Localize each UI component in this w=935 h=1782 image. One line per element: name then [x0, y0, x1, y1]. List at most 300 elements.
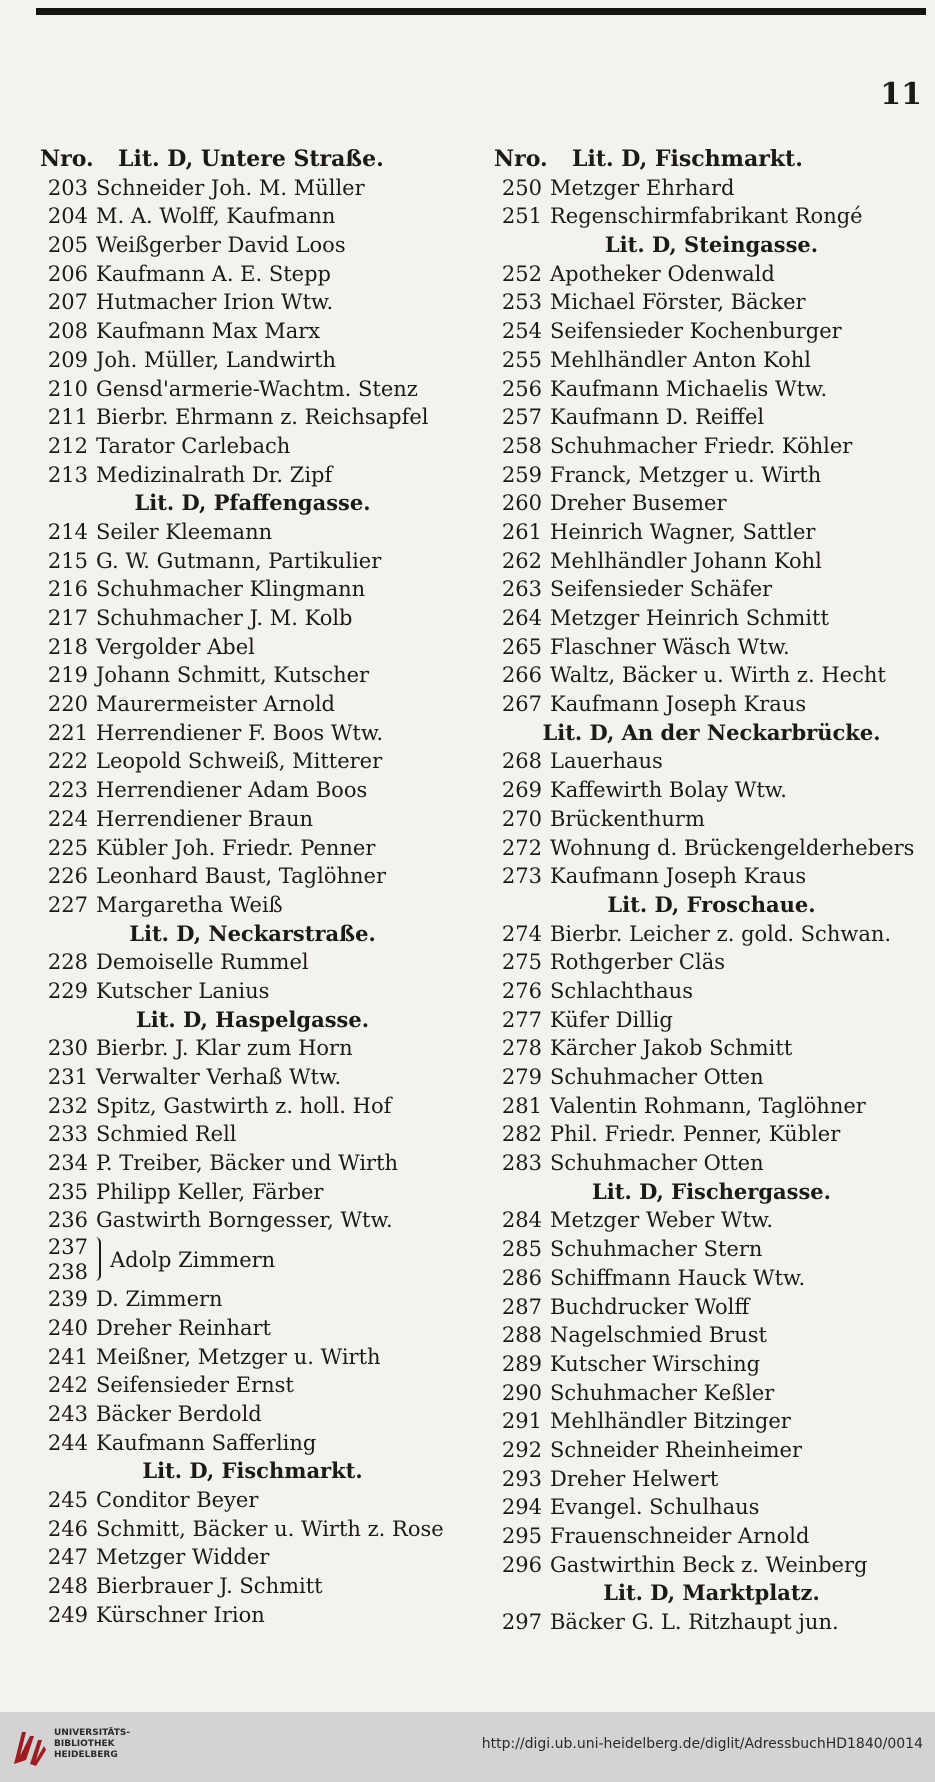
- list-item: [40, 719, 465, 748]
- resident-name: Metzger Weber Wtw.: [550, 1208, 774, 1233]
- list-item: [40, 375, 465, 404]
- resident-name: Seifensieder Schäfer: [550, 577, 773, 602]
- list-item-bracketed: [40, 1235, 465, 1285]
- resident-name: Küfer Dillig: [550, 1007, 673, 1032]
- list-item: [40, 174, 465, 203]
- logo-line-3: HEIDELBERG: [54, 1750, 118, 1760]
- list-item: [494, 1321, 929, 1350]
- resident-name: Leopold Schweiß, Mitterer: [96, 749, 383, 774]
- list-item: [40, 1120, 465, 1149]
- resident-name: Michael Förster, Bäcker: [550, 290, 806, 315]
- list-item: [40, 317, 465, 346]
- resident-name: Tarator Carlebach: [96, 433, 291, 458]
- house-number: 234: [47, 1151, 88, 1176]
- resident-name: Vergolder Abel: [96, 634, 255, 659]
- list-item: [494, 977, 929, 1006]
- list-item: [494, 1407, 929, 1436]
- nro-label: Nro.: [40, 146, 94, 172]
- house-number: 295: [501, 1524, 542, 1548]
- resident-name: Demoiselle Rummel: [96, 950, 309, 975]
- section-heading: Lit. D, Marktplatz.: [603, 1580, 820, 1606]
- house-number: 255: [501, 347, 542, 372]
- list-item: [40, 1178, 465, 1207]
- house-number: 296: [501, 1552, 542, 1577]
- list-item: [494, 948, 929, 977]
- list-item: [40, 661, 465, 690]
- house-number: 288: [501, 1323, 542, 1348]
- house-number: 217: [47, 606, 88, 630]
- house-number: 266: [501, 663, 542, 688]
- resident-name: Kutscher Wirsching: [550, 1351, 761, 1376]
- list-item: [494, 920, 929, 949]
- resident-name: Mehlhändler Bitzinger: [550, 1409, 791, 1434]
- resident-name: Frauenschneider Arnold: [550, 1524, 810, 1548]
- house-number: 244: [47, 1430, 88, 1455]
- house-number: 231: [47, 1065, 88, 1089]
- house-number: 238: [47, 1260, 88, 1285]
- house-number: 242: [47, 1373, 88, 1398]
- resident-name: Bierbr. Leicher z. gold. Schwan.: [550, 921, 892, 946]
- house-number: 225: [47, 835, 88, 860]
- resident-name: Nagelschmied Brust: [550, 1323, 767, 1348]
- left-column: [40, 145, 465, 1629]
- university-logo-icon: [10, 1726, 48, 1768]
- source-url[interactable]: http://digi.ub.uni-heidelberg.de/diglit/AdressbuchHD1840/0014: [481, 1736, 923, 1752]
- house-number: 289: [501, 1351, 542, 1376]
- resident-name: Lauerhaus: [550, 749, 663, 774]
- list-item: [40, 1034, 465, 1063]
- house-number: 265: [501, 634, 542, 659]
- list-item: [494, 317, 929, 346]
- resident-name: Seiler Kleemann: [96, 519, 273, 544]
- resident-name: Dreher Reinhart: [96, 1315, 271, 1340]
- resident-name: Dreher Helwert: [550, 1466, 719, 1491]
- house-number: 285: [501, 1237, 542, 1262]
- house-number: 223: [47, 778, 88, 803]
- resident-name: Dreher Busemer: [550, 491, 727, 516]
- resident-name: Kärcher Jakob Schmitt: [550, 1036, 793, 1061]
- house-number: 229: [47, 978, 88, 1003]
- list-item: [40, 288, 465, 317]
- house-number: 252: [501, 261, 542, 286]
- resident-name: M. A. Wolff, Kaufmann: [96, 204, 336, 229]
- list-item: [494, 633, 929, 662]
- house-number: 213: [47, 462, 88, 487]
- resident-name: Kaufmann Safferling: [96, 1430, 317, 1455]
- house-number: 248: [47, 1574, 88, 1598]
- section-heading: Lit. D, An der Neckarbrücke.: [542, 719, 881, 745]
- resident-name: Seifensieder Kochenburger: [550, 319, 842, 344]
- resident-name: D. Zimmern: [96, 1287, 223, 1312]
- list-item: [40, 1092, 465, 1121]
- column-heading: [40, 145, 465, 174]
- resident-name: Kaufmann Joseph Kraus: [550, 864, 807, 889]
- resident-name: Regenschirmfabrikant Rongé: [550, 204, 863, 229]
- list-item: [494, 403, 929, 432]
- list-item: [40, 1429, 465, 1458]
- list-item: [494, 518, 929, 547]
- list-item: [494, 862, 929, 891]
- resident-name: Adolp Zimmern: [110, 1248, 276, 1273]
- list-item: [40, 432, 465, 461]
- resident-name: Joh. Müller, Landwirth: [96, 347, 337, 372]
- resident-name: Brückenthurm: [550, 806, 705, 831]
- house-number: 211: [47, 405, 88, 430]
- resident-name: Mehlhändler Anton Kohl: [550, 347, 812, 372]
- logo-line-1: UNIVERSITÄTS-: [54, 1728, 131, 1738]
- resident-name: Kübler Joh. Friedr. Penner: [96, 835, 376, 860]
- list-item: [40, 1486, 465, 1515]
- list-item: [494, 1350, 929, 1379]
- resident-name: Kürschner Irion: [96, 1602, 265, 1627]
- house-number: 249: [47, 1602, 88, 1627]
- house-number: 222: [47, 749, 88, 774]
- house-number: 276: [501, 978, 542, 1003]
- resident-name: Valentin Rohmann, Taglöhner: [550, 1093, 866, 1118]
- list-item: [40, 518, 465, 547]
- house-number: 206: [47, 261, 88, 286]
- house-number: 241: [47, 1344, 88, 1369]
- house-number: 291: [501, 1409, 542, 1434]
- house-number: 230: [47, 1036, 88, 1061]
- section-heading: Lit. D, Fischergasse.: [592, 1178, 831, 1204]
- list-item: [494, 1522, 929, 1551]
- list-item: [494, 1149, 929, 1178]
- resident-name: Kaufmann Joseph Kraus: [550, 692, 807, 717]
- house-number: 235: [47, 1179, 88, 1204]
- list-item: [494, 834, 929, 863]
- house-number: 232: [47, 1093, 88, 1118]
- list-item: [494, 1206, 929, 1235]
- list-item: [494, 1006, 929, 1035]
- resident-name: Apotheker Odenwald: [550, 261, 775, 286]
- resident-name: Metzger Ehrhard: [550, 175, 735, 200]
- resident-name: Franck, Metzger u. Wirth: [550, 462, 822, 487]
- resident-name: Bierbrauer J. Schmitt: [96, 1574, 323, 1598]
- house-number: 270: [501, 806, 542, 831]
- house-number: 209: [47, 347, 88, 372]
- list-item: [494, 575, 929, 604]
- list-item: [40, 805, 465, 834]
- list-item: [494, 1436, 929, 1465]
- house-number: 216: [47, 577, 88, 602]
- list-item: [494, 489, 929, 518]
- resident-name: Evangel. Schulhaus: [550, 1495, 760, 1520]
- resident-name: G. W. Gutmann, Partikulier: [96, 548, 382, 573]
- resident-name: Maurermeister Arnold: [96, 692, 335, 717]
- resident-name: Schuhmacher Klingmann: [96, 577, 366, 602]
- top-rule: [36, 8, 926, 15]
- resident-name: Philipp Keller, Färber: [96, 1179, 324, 1204]
- house-number: 203: [47, 175, 88, 200]
- house-number: 218: [47, 634, 88, 659]
- resident-name: Margaretha Weiß: [96, 892, 283, 917]
- house-number: 261: [501, 519, 542, 544]
- list-item: [494, 1120, 929, 1149]
- house-number: 233: [47, 1122, 88, 1147]
- resident-name: Hutmacher Irion Wtw.: [96, 290, 334, 315]
- house-number: 273: [501, 864, 542, 889]
- list-item: [494, 1235, 929, 1264]
- resident-name: Weißgerber David Loos: [96, 233, 346, 258]
- house-number: 226: [47, 864, 88, 889]
- right-column: [494, 145, 929, 1637]
- list-item: [494, 547, 929, 576]
- heading-title: Lit. D, Fischmarkt.: [572, 146, 803, 172]
- house-number: 292: [501, 1437, 542, 1462]
- list-item: [494, 1293, 929, 1322]
- house-number: 263: [501, 577, 542, 602]
- list-item: [40, 1149, 465, 1178]
- list-item: [494, 805, 929, 834]
- nro-label: Nro.: [494, 146, 548, 172]
- house-number: 293: [501, 1466, 542, 1491]
- house-number: 247: [47, 1545, 88, 1570]
- house-number: 267: [501, 692, 542, 717]
- resident-name: Spitz, Gastwirth z. holl. Hof: [96, 1093, 392, 1118]
- house-number: 214: [47, 519, 88, 544]
- resident-name: Metzger Heinrich Schmitt: [550, 606, 829, 630]
- list-item: [40, 1543, 465, 1572]
- house-number: 227: [47, 892, 88, 917]
- list-item: [40, 633, 465, 662]
- resident-name: Johann Schmitt, Kutscher: [96, 663, 370, 688]
- list-item: [40, 776, 465, 805]
- list-item: [494, 375, 929, 404]
- house-number: 251: [501, 204, 542, 229]
- list-item: [494, 288, 929, 317]
- list-item: [40, 891, 465, 920]
- house-number: 282: [501, 1122, 542, 1147]
- resident-name: Herrendiener Braun: [96, 806, 314, 831]
- list-item: [40, 604, 465, 633]
- resident-name: Schuhmacher Friedr. Köhler: [550, 433, 853, 458]
- list-item: [40, 977, 465, 1006]
- brace-icon: [92, 1237, 101, 1281]
- list-item: [40, 403, 465, 432]
- resident-name: Schuhmacher Keßler: [550, 1380, 775, 1405]
- resident-name: Kutscher Lanius: [96, 978, 270, 1003]
- list-item: [494, 1264, 929, 1293]
- logo-line-2: BIBLIOTHEK: [54, 1739, 115, 1749]
- house-number: 287: [501, 1294, 542, 1319]
- house-number: 243: [47, 1401, 88, 1426]
- resident-name: Mehlhändler Johann Kohl: [550, 548, 822, 573]
- house-number: 283: [501, 1151, 542, 1176]
- resident-name: Schneider Rheinheimer: [550, 1437, 802, 1462]
- resident-name: Kaufmann Michaelis Wtw.: [550, 376, 828, 401]
- list-item: [40, 202, 465, 231]
- list-item: [494, 202, 929, 231]
- list-item: [40, 1314, 465, 1343]
- resident-name: Leonhard Baust, Taglöhner: [96, 864, 387, 889]
- resident-name: Bäcker G. L. Ritzhaupt jun.: [550, 1610, 839, 1635]
- house-number: 221: [47, 720, 88, 745]
- house-number: 272: [501, 835, 542, 860]
- list-item: [40, 461, 465, 490]
- house-number: 208: [47, 319, 88, 344]
- house-number: 256: [501, 376, 542, 401]
- house-number: 205: [47, 233, 88, 258]
- list-item: [40, 547, 465, 576]
- list-item: [40, 1063, 465, 1092]
- resident-name: Conditor Beyer: [96, 1487, 259, 1512]
- resident-name: Gastwirthin Beck z. Weinberg: [550, 1552, 868, 1577]
- list-item: [40, 346, 465, 375]
- resident-name: Waltz, Bäcker u. Wirth z. Hecht: [550, 663, 886, 688]
- house-number: 219: [47, 663, 88, 688]
- house-number: 281: [501, 1093, 542, 1118]
- list-item: [494, 346, 929, 375]
- resident-name: Kaufmann Max Marx: [96, 319, 321, 344]
- house-number: 290: [501, 1380, 542, 1405]
- house-number: 212: [47, 433, 88, 458]
- list-item: [494, 1608, 929, 1637]
- house-number: 258: [501, 433, 542, 458]
- resident-name: Kaufmann A. E. Stepp: [96, 261, 331, 286]
- resident-name: Schmied Rell: [96, 1122, 237, 1147]
- resident-name: Gastwirth Borngesser, Wtw.: [96, 1208, 393, 1233]
- section-heading: Lit. D, Pfaffengasse.: [134, 490, 371, 516]
- list-item: [40, 948, 465, 977]
- house-number: 279: [501, 1065, 542, 1089]
- house-number: 286: [501, 1265, 542, 1290]
- resident-name: Herrendiener F. Boos Wtw.: [96, 720, 384, 745]
- house-number: 277: [501, 1007, 542, 1032]
- house-number: 278: [501, 1036, 542, 1061]
- house-number: 204: [47, 204, 88, 229]
- house-number: 294: [501, 1495, 542, 1520]
- resident-name: Phil. Friedr. Penner, Kübler: [550, 1122, 841, 1147]
- resident-name: Schneider Joh. M. Müller: [96, 175, 365, 200]
- resident-name: Kaufmann D. Reiffel: [550, 405, 765, 430]
- list-item: [494, 1379, 929, 1408]
- heading-title: Lit. D, Untere Straße.: [118, 146, 384, 172]
- list-item: [494, 1034, 929, 1063]
- house-number: 264: [501, 606, 542, 630]
- house-number: 275: [501, 950, 542, 975]
- house-number: 254: [501, 319, 542, 344]
- resident-name: Schuhmacher Otten: [550, 1151, 764, 1176]
- page-number: 11: [880, 77, 922, 112]
- house-number: 262: [501, 548, 542, 573]
- list-item: [494, 747, 929, 776]
- list-item: [494, 776, 929, 805]
- list-item: [40, 1285, 465, 1314]
- section-heading: Lit. D, Neckarstraße.: [129, 920, 376, 946]
- house-number: 246: [47, 1516, 88, 1541]
- list-item: [40, 1206, 465, 1235]
- house-number: 220: [47, 692, 88, 717]
- list-item: [494, 461, 929, 490]
- section-heading: Lit. D, Froschaue.: [607, 891, 816, 917]
- list-item: [40, 231, 465, 260]
- list-item: [40, 1515, 465, 1544]
- list-item: [40, 1601, 465, 1630]
- house-number: 236: [47, 1208, 88, 1233]
- resident-name: Heinrich Wagner, Sattler: [550, 519, 816, 544]
- list-item: [494, 1092, 929, 1121]
- resident-name: Medizinalrath Dr. Zipf: [96, 462, 333, 487]
- house-number: 257: [501, 405, 542, 430]
- list-item: [494, 260, 929, 289]
- house-number: 259: [501, 462, 542, 487]
- list-item: [494, 1465, 929, 1494]
- list-item: [40, 1572, 465, 1601]
- list-item: [40, 862, 465, 891]
- resident-name: Kaffewirth Bolay Wtw.: [550, 778, 787, 803]
- house-number: 224: [47, 806, 88, 831]
- list-item: [40, 834, 465, 863]
- list-item: [494, 1493, 929, 1522]
- resident-name: Schuhmacher Stern: [550, 1237, 763, 1262]
- house-number: 269: [501, 778, 542, 803]
- resident-name: Rothgerber Cläs: [550, 950, 725, 975]
- house-number: 253: [501, 290, 542, 315]
- list-item: [40, 260, 465, 289]
- list-item: [40, 747, 465, 776]
- resident-name: Bäcker Berdold: [96, 1401, 262, 1426]
- list-item: [494, 604, 929, 633]
- resident-name: Flaschner Wäsch Wtw.: [550, 634, 790, 659]
- list-item: [40, 575, 465, 604]
- list-item: [494, 432, 929, 461]
- house-number: 237: [47, 1235, 88, 1260]
- resident-name: Schuhmacher J. M. Kolb: [96, 606, 353, 630]
- house-number: 228: [47, 950, 88, 975]
- column-heading: [494, 145, 929, 174]
- house-number: 297: [501, 1610, 542, 1635]
- section-heading: Lit. D, Haspelgasse.: [135, 1006, 370, 1032]
- logo-text: [54, 1728, 130, 1761]
- section-heading: Lit. D, Steingasse.: [604, 232, 819, 258]
- house-number: 274: [501, 921, 542, 946]
- resident-name: Meißner, Metzger u. Wirth: [96, 1344, 381, 1369]
- house-number: 239: [47, 1287, 88, 1312]
- list-item: [40, 1371, 465, 1400]
- resident-name: Metzger Widder: [96, 1545, 270, 1570]
- house-number: 215: [47, 548, 88, 573]
- resident-name: Bierbr. Ehrmann z. Reichsapfel: [96, 405, 429, 430]
- list-item: [494, 1063, 929, 1092]
- house-number: 210: [47, 376, 88, 401]
- house-number-group: [40, 1235, 88, 1285]
- resident-name: Herrendiener Adam Boos: [96, 778, 368, 803]
- resident-name: Schiffmann Hauck Wtw.: [550, 1265, 806, 1290]
- resident-name: Schmitt, Bäcker u. Wirth z. Rose: [96, 1516, 444, 1541]
- list-item: [40, 1400, 465, 1429]
- house-number: 240: [47, 1315, 88, 1340]
- house-number: 268: [501, 749, 542, 774]
- house-number: 260: [501, 491, 542, 516]
- list-item: [494, 174, 929, 203]
- section-heading: Lit. D, Fischmarkt.: [142, 1458, 363, 1484]
- resident-name: Schuhmacher Otten: [550, 1065, 764, 1089]
- resident-name: Schlachthaus: [550, 978, 693, 1003]
- house-number: 207: [47, 290, 88, 315]
- resident-name: Seifensieder Ernst: [96, 1373, 294, 1398]
- footer-bar: [0, 1712, 935, 1782]
- resident-name: Buchdrucker Wolff: [550, 1294, 750, 1319]
- resident-name: Bierbr. J. Klar zum Horn: [96, 1036, 353, 1061]
- list-item: [494, 661, 929, 690]
- resident-name: P. Treiber, Bäcker und Wirth: [96, 1151, 399, 1176]
- house-number: 250: [501, 175, 542, 200]
- house-number: 245: [47, 1487, 88, 1512]
- house-number: 284: [501, 1208, 542, 1233]
- list-item: [40, 690, 465, 719]
- resident-name: Wohnung d. Brückengelderhebers: [550, 835, 915, 860]
